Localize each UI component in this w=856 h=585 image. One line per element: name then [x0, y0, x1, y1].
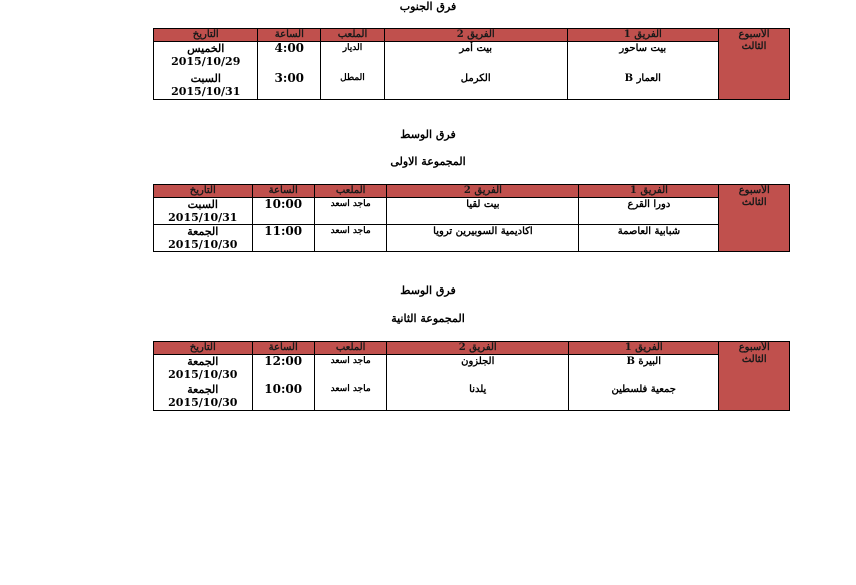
table-row	[154, 72, 790, 100]
team2-cell: اكاديمية السوبيرين ترويا	[387, 225, 579, 252]
date-cell	[154, 72, 258, 100]
date-cell	[154, 383, 253, 411]
date-header: التاريخ	[154, 185, 253, 198]
section-subtitle: المجموعة الاولى	[390, 155, 466, 168]
time-header: الساعة	[252, 342, 314, 355]
table-row	[154, 383, 790, 411]
team1-cell: العمار B	[567, 72, 718, 100]
team1-header: الفريق 1	[569, 342, 719, 355]
date-day: الجمعة	[187, 355, 219, 368]
date-cell	[154, 198, 253, 225]
table-row	[154, 355, 790, 383]
section-title: فرق الوسط	[400, 128, 456, 141]
schedule-table	[153, 341, 790, 411]
venue-header: الملعب	[314, 185, 387, 198]
date-cell	[154, 355, 253, 383]
time-cell: 4:00	[258, 42, 321, 72]
date-value: 2015/10/30	[168, 238, 238, 251]
date-day: الجمعة	[187, 382, 219, 396]
date-value: 2015/10/31	[171, 84, 241, 98]
team2-header: الفريق 2	[387, 342, 569, 355]
week-cell	[719, 185, 790, 252]
time-header: الساعة	[252, 185, 314, 198]
venue-cell: ماجد اسعد	[314, 383, 387, 411]
date-header: التاريخ	[154, 342, 253, 355]
team1-header: الفريق 1	[567, 29, 718, 42]
week-header: الأسبوع	[738, 342, 770, 353]
team2-cell: بيت أمر	[384, 42, 567, 72]
time-cell: 11:00	[252, 225, 314, 252]
week-value: الثالث	[741, 41, 767, 52]
team2-cell: بيت لقيا	[387, 198, 579, 225]
team2-header: الفريق 2	[384, 29, 567, 42]
team2-cell: يلدنا	[387, 383, 569, 411]
date-value: 2015/10/29	[171, 55, 241, 68]
schedule-table	[153, 184, 790, 252]
venue-cell: ماجد اسعد	[314, 355, 387, 383]
date-header: التاريخ	[154, 29, 258, 42]
date-value: 2015/10/30	[168, 368, 238, 381]
table-row	[154, 42, 790, 72]
time-cell: 10:00	[252, 198, 314, 225]
time-cell: 12:00	[252, 355, 314, 383]
week-value: الثالث	[741, 354, 767, 365]
week-header: الأسبوع	[738, 29, 770, 40]
team1-cell: بيت ساحور	[567, 42, 718, 72]
date-day: السبت	[190, 71, 221, 85]
team1-header: الفريق 1	[579, 185, 719, 198]
schedule-table	[153, 28, 790, 100]
date-day: السبت	[187, 198, 218, 211]
venue-cell: ماجد اسعد	[314, 198, 387, 225]
section-subtitle: المجموعة الثانية	[391, 312, 465, 325]
date-day: الخميس	[187, 42, 225, 55]
date-value: 2015/10/31	[168, 211, 238, 224]
time-cell: 3:00	[258, 72, 321, 100]
section-title: فرق الوسط	[400, 284, 456, 297]
venue-cell: الديار	[321, 42, 385, 72]
venue-header: الملعب	[321, 29, 385, 42]
week-cell	[719, 342, 790, 411]
date-cell	[154, 42, 258, 72]
table-row	[154, 198, 790, 225]
week-cell	[719, 29, 790, 100]
section-title: فرق الجنوب	[399, 0, 457, 13]
team1-cell: شبابية العاصمة	[579, 225, 719, 252]
team2-cell: الجلزون	[387, 355, 569, 383]
date-cell	[154, 225, 253, 252]
team1-cell: البيرة B	[569, 355, 719, 383]
date-value: 2015/10/30	[168, 395, 238, 409]
venue-cell: ماجد اسعد	[314, 225, 387, 252]
week-header: الأسبوع	[738, 185, 770, 196]
time-cell: 10:00	[252, 383, 314, 411]
week-value: الثالث	[741, 197, 767, 208]
team2-cell: الكرمل	[384, 72, 567, 100]
table-row	[154, 225, 790, 252]
time-header: الساعة	[258, 29, 321, 42]
team1-cell: دورا القرع	[579, 198, 719, 225]
team2-header: الفريق 2	[387, 185, 579, 198]
venue-header: الملعب	[314, 342, 387, 355]
venue-cell: المطل	[321, 72, 385, 100]
date-day: الجمعة	[187, 225, 219, 238]
team1-cell: جمعية فلسطين	[569, 383, 719, 411]
